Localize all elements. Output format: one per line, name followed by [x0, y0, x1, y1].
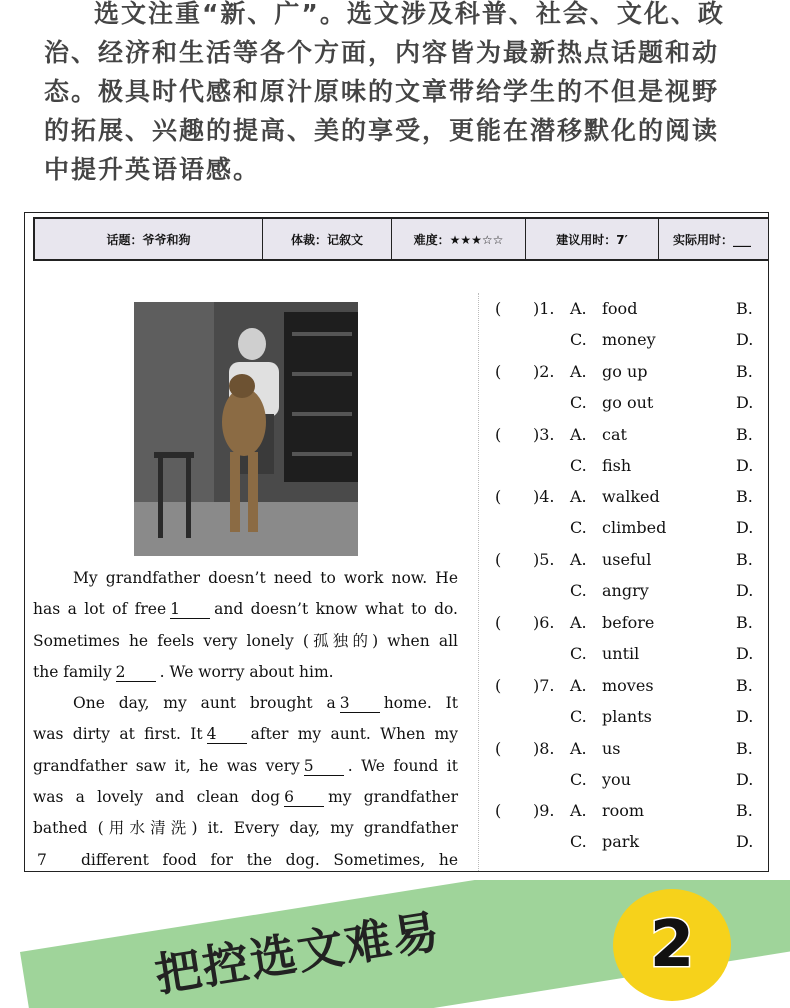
option-text-a: walked — [602, 487, 660, 507]
option-text-a: go up — [602, 361, 648, 381]
banner-title: 把控选文难易 — [151, 903, 445, 1003]
answer-paren: ( — [495, 612, 502, 632]
exercise-sheet — [24, 212, 769, 872]
option-text-c: you — [602, 769, 631, 789]
option-letter-b: B. — [736, 801, 753, 821]
option-letter-a: A. — [570, 487, 587, 507]
question-row — [495, 739, 769, 802]
question-row — [495, 362, 769, 425]
option-text-c: park — [602, 832, 640, 852]
answer-paren: ( — [495, 738, 502, 758]
intro-line: 的拓展、兴趣的提高、美的享受，更能在潜移默化的阅读 — [44, 116, 720, 145]
blank-5: 5 — [304, 757, 344, 776]
info-header — [33, 217, 769, 261]
intro-line: 治、经济和生活等各个方面，内容皆为最新热点话题和动 — [44, 38, 720, 67]
question-number: )9. — [533, 801, 555, 821]
question-row — [495, 676, 769, 739]
option-letter-b: B. — [736, 361, 753, 381]
intro-line: 选文注重“新、广”。选文涉及科普、社会、文化、政 — [94, 0, 725, 28]
option-text-c: money — [602, 330, 656, 349]
passage-segment: grandfather saw it, he was very — [33, 756, 300, 775]
question-row — [495, 550, 769, 613]
option-text-c: fish — [602, 455, 632, 475]
passage-line — [33, 594, 458, 625]
passage-segment: the family — [33, 662, 112, 681]
option-letter-c: C. — [570, 706, 587, 726]
option-text-c: plants — [602, 706, 652, 726]
option-text-a: useful — [602, 550, 652, 570]
option-text-a: food — [602, 299, 638, 318]
section-banner — [0, 880, 790, 1008]
passage-segment: was dirty at first. It — [33, 725, 203, 744]
suggested-time-cell: 建议用时：7′ — [526, 219, 659, 259]
passage-segment: My grandfather doesn’t need to work now. He — [73, 569, 458, 587]
blank-1: 1 — [170, 600, 210, 619]
option-letter-d: D. — [736, 455, 754, 475]
passage-line — [33, 782, 458, 813]
passage-segment: Sometimes he feels very lonely (孤独的) when all — [33, 631, 458, 650]
option-text-c: angry — [602, 581, 649, 601]
passage-segment: my grandfather — [328, 788, 458, 807]
option-letter-d: D. — [736, 581, 754, 601]
photo-illustration — [134, 302, 358, 556]
question-number: )3. — [533, 424, 555, 444]
passage-line — [33, 563, 458, 594]
option-letter-a: A. — [570, 801, 587, 821]
answer-paren: ( — [495, 550, 502, 570]
option-letter-a: A. — [570, 299, 587, 318]
question-number: )5. — [533, 550, 555, 570]
passage-segment: . We worry about him. — [159, 662, 334, 681]
option-letter-b: B. — [736, 487, 753, 507]
genre-cell: 体裁：记叙文 — [263, 219, 392, 259]
question-row — [495, 801, 769, 864]
option-letter-d: D. — [736, 706, 754, 726]
option-letter-d: D. — [736, 643, 754, 663]
question-row — [495, 613, 769, 676]
option-letter-b: B. — [736, 550, 753, 570]
question-row — [495, 487, 769, 550]
question-row — [495, 425, 769, 488]
passage-segment: . We found it — [347, 756, 458, 775]
passage-line — [33, 688, 458, 719]
passage-line — [33, 813, 458, 844]
passage-segment: home. It — [383, 694, 458, 713]
answer-paren: ( — [495, 801, 502, 821]
passage-line — [33, 845, 458, 872]
option-text-a: room — [602, 801, 645, 821]
topic-cell: 话题：爷爷和狗 — [35, 219, 263, 259]
badge-number: 2 — [649, 908, 695, 982]
option-text-a: us — [602, 738, 621, 758]
number-badge — [613, 889, 731, 1001]
passage-segment: was a lovely and clean dog — [33, 788, 281, 807]
question-number: )6. — [533, 612, 555, 632]
difficulty-cell: 难度：★★★☆☆ — [392, 219, 526, 259]
question-number: )2. — [533, 361, 555, 381]
passage-segment: One day, my aunt brought a — [73, 694, 336, 713]
question-number: )7. — [533, 675, 555, 695]
option-text-a: cat — [602, 424, 627, 444]
option-letter-a: A. — [570, 550, 587, 570]
option-letter-c: C. — [570, 769, 587, 789]
option-letter-a: A. — [570, 675, 587, 695]
intro-line: 中提升英语语感。 — [44, 155, 261, 184]
option-letter-c: C. — [570, 581, 587, 601]
option-letter-a: A. — [570, 738, 587, 758]
option-text-a: moves — [602, 675, 654, 695]
option-letter-c: C. — [570, 392, 587, 412]
question-number: )4. — [533, 487, 555, 507]
answer-paren: ( — [495, 487, 502, 507]
option-letter-a: A. — [570, 612, 587, 632]
blank-7: 7 — [37, 850, 47, 869]
option-letter-c: C. — [570, 832, 587, 852]
option-letter-a: A. — [570, 424, 587, 444]
option-letter-c: C. — [570, 643, 587, 663]
intro-line: 态。极具时代感和原汁原味的文章带给学生的不但是视野 — [44, 77, 720, 106]
option-letter-d: D. — [736, 769, 754, 789]
option-letter-b: B. — [736, 675, 753, 695]
option-text-c: go out — [602, 392, 654, 412]
option-letter-c: C. — [570, 330, 587, 349]
option-text-c: climbed — [602, 518, 667, 538]
passage-line — [33, 719, 458, 750]
option-letter-b: B. — [736, 612, 753, 632]
option-letter-c: C. — [570, 518, 587, 538]
blank-6: 6 — [284, 788, 324, 807]
option-text-c: until — [602, 643, 640, 663]
option-letter-d: D. — [736, 518, 754, 538]
answer-paren: ( — [495, 675, 502, 695]
passage-text — [33, 563, 458, 872]
option-letter-b: B. — [736, 299, 753, 318]
passage-segment: different food for the dog. Sometimes, he — [81, 850, 458, 869]
answer-paren: ( — [495, 424, 502, 444]
blank-3: 3 — [340, 694, 380, 713]
option-letter-b: B. — [736, 424, 753, 444]
actual-time-cell: 实际用时：___ — [673, 232, 752, 247]
blank-2: 2 — [116, 663, 156, 682]
option-text-a: before — [602, 612, 655, 632]
passage-segment: bathed (用水清洗) it. Every day, my grandfather — [33, 819, 458, 838]
option-letter-c: C. — [570, 455, 587, 475]
answer-paren: ( — [495, 361, 502, 381]
intro-text — [44, 0, 764, 189]
grandfather-dog-photo — [134, 302, 358, 556]
question-number: )1. — [533, 299, 555, 318]
passage-segment: and doesn’t know what to do. — [214, 600, 458, 619]
question-number: )8. — [533, 738, 555, 758]
option-letter-b: B. — [736, 738, 753, 758]
passage-line — [33, 657, 458, 688]
option-letter-d: D. — [736, 330, 754, 349]
answer-options — [495, 299, 769, 864]
option-letter-d: D. — [736, 392, 754, 412]
passage-line — [33, 751, 458, 782]
passage-segment: after my aunt. When my — [250, 725, 458, 744]
column-divider — [478, 293, 479, 872]
option-letter-a: A. — [570, 361, 587, 381]
answer-paren: ( — [495, 299, 502, 318]
option-letter-d: D. — [736, 832, 754, 852]
question-row — [495, 299, 769, 362]
passage-line — [33, 626, 458, 657]
passage-segment: has a lot of free — [33, 600, 167, 619]
blank-4: 4 — [207, 725, 247, 744]
